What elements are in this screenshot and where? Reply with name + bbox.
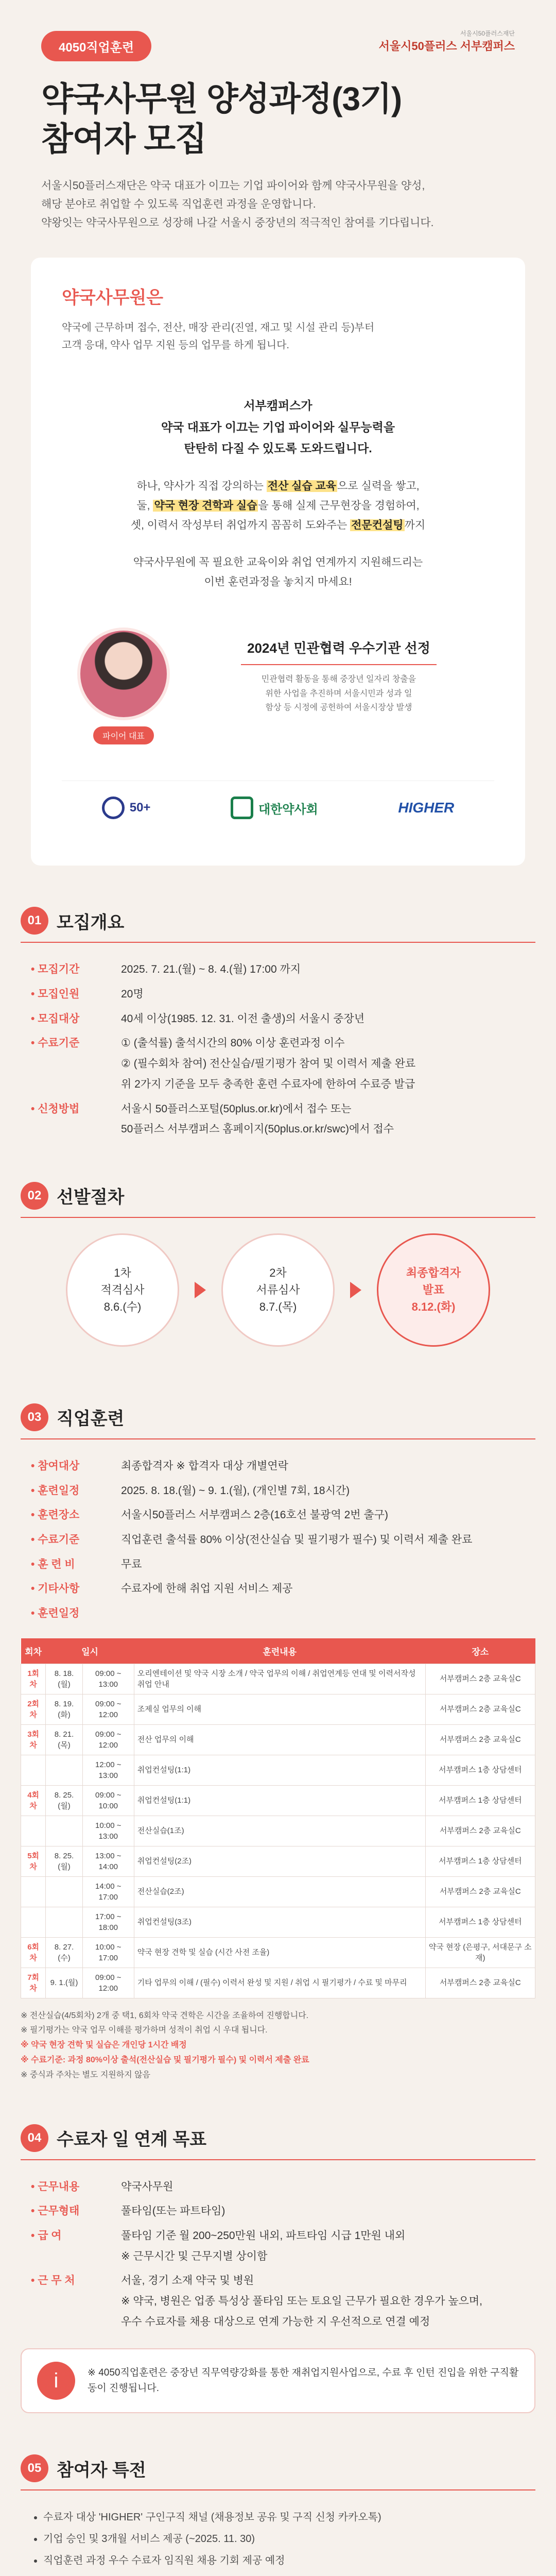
table-row [21, 1876, 535, 1907]
table-cell: 취업컨설팅(1:1) [134, 1785, 425, 1816]
table-row [21, 1816, 535, 1846]
row-value: 서울시50플러스 서부캠퍼스 2층(16호선 불광역 2번 출구) [121, 1509, 388, 1521]
table-header [21, 1638, 535, 1664]
table-cell: 09:00 ~ 13:00 [82, 1664, 134, 1694]
row-label: • 기타사항 [31, 1580, 121, 1600]
step-3: 최종합격자 발표 8.12.(화) [377, 1233, 490, 1347]
table-row [21, 1937, 535, 1968]
row-label: • 급 여 [31, 2227, 121, 2267]
section-header [21, 907, 535, 935]
table-cell: 5회차 [21, 1846, 46, 1876]
table-cell: 서부캠퍼스 1층 상담센터 [425, 1755, 535, 1785]
callout-text: ※ 4050직업훈련은 중장년 직무역량강화를 통한 재취업지원사업으로, 수료 후 인턴 진입을 위한 구직활동이 진행됩니다. [88, 2367, 519, 2394]
table-cell: 8. 18.(월) [46, 1664, 82, 1694]
pharmacist-association-logo: 대한약사회 [231, 796, 318, 819]
table-cell: 전산실습(2조) [134, 1876, 425, 1907]
arrow-right-icon [195, 1282, 206, 1298]
intro-body [62, 319, 494, 354]
hero-title [41, 79, 515, 159]
table-cell: 취업컨설팅(1:1) [134, 1755, 425, 1785]
table-row [21, 1664, 535, 1694]
info-row [31, 1555, 525, 1576]
row-value: 직업훈련 출석률 80% 이상(전산실습 및 필기평가 필수) 및 이력서 제출 완료 [121, 1533, 473, 1546]
table-cell: 09:00 ~ 12:00 [82, 1724, 134, 1755]
table-cell: 전산 업무의 이해 [134, 1724, 425, 1755]
intro-body-line: 고객 응대, 약사 업무 지원 등의 업무를 하게 됩니다. [62, 340, 289, 351]
section-header [21, 1182, 535, 1210]
table-cell [21, 1876, 46, 1907]
table-cell: 13:00 ~ 14:00 [82, 1846, 134, 1876]
award-desc: 민관협력 활동을 통해 중장년 일자리 창출을 위한 사업을 추진하며 서울시민과 성과 일 함상 등 시정에 공헌하여 서울시장상 발생 [261, 675, 416, 712]
section-title: 모집개요 [57, 912, 125, 933]
hero-desc-line: 약왕잇는 약국사무원으로 성장해 나갈 서울시 중장년의 적극적인 참여를 기다립니다. [41, 216, 434, 229]
row-value: 서울시 50플러스포털(50plus.or.kr)에서 접수 또는 50플러스 서부캠퍼스 홈페이지(50plus.or.kr/swc)에서 접수 [121, 1103, 394, 1136]
row-value: 약국사무원 [121, 2180, 173, 2193]
award-block [62, 628, 494, 744]
info-row [31, 1506, 525, 1527]
hero [0, 0, 556, 258]
instructor [72, 628, 175, 744]
section-recruitment [21, 907, 535, 1141]
hero-badge: 4050직업훈련 [41, 31, 151, 61]
section-number: 02 [21, 1182, 48, 1210]
table-cell: 4회차 [21, 1785, 46, 1816]
section-title: 참여자 특전 [57, 2460, 146, 2480]
table-cell: 2회차 [21, 1694, 46, 1724]
info-row [31, 1531, 525, 1551]
table-cell: 취업컨설팅(3조) [134, 1907, 425, 1937]
column-header: 장소 [425, 1638, 535, 1664]
info-row [31, 1580, 525, 1600]
column-header: 일시 [46, 1638, 134, 1664]
table-cell: 전산실습(1조) [134, 1816, 425, 1846]
intro-heading: 약국사무원은 [62, 288, 164, 308]
row-label: • 훈련일정 [31, 1482, 121, 1502]
table-cell: 8. 25.(월) [46, 1785, 82, 1816]
table-row [21, 1755, 535, 1785]
section-number: 05 [21, 2454, 48, 2482]
table-row [21, 1785, 535, 1816]
section-job-link [21, 2124, 535, 2414]
fifty-plus-logo: 50+ [102, 796, 151, 819]
brand-small: 서울시50플러스재단 [460, 30, 515, 37]
list-item: • 수료자 대상 'HIGHER' 구인구직 채널 (채용정보 공유 및 구직 신청 카카오톡) [43, 2508, 525, 2527]
row-value: 풀타임(또는 파트타임) [121, 2205, 225, 2217]
table-cell: 8. 27.(수) [46, 1937, 82, 1968]
info-row [31, 985, 525, 1006]
promise-line: 탄탄히 다질 수 있도록 도와드립니다. [184, 442, 372, 455]
table-cell: 9. 1.(월) [46, 1968, 82, 1998]
info-row [31, 1034, 525, 1095]
higher-logo: HIGHER [398, 800, 455, 816]
table-cell: 서부캠퍼스 2층 교육실C [425, 1724, 535, 1755]
point-two: 둘, 약국 현장 견학과 실습을 통해 실제 근무현장을 경험하여, [136, 500, 420, 512]
promise-line: 서부캠퍼스가 [244, 399, 312, 413]
row-value: 최종합격자 ※ 합격자 대상 개별연락 [121, 1460, 288, 1472]
table-cell: 1회차 [21, 1664, 46, 1694]
section-title: 직업훈련 [57, 1409, 125, 1429]
info-row [31, 2227, 525, 2267]
section-selection [21, 1182, 535, 1362]
table-cell: 6회차 [21, 1937, 46, 1968]
info-list [21, 2178, 535, 2333]
row-value: 풀타임 기준 월 200~250만원 내외, 파트타임 시급 1만원 내외 ※ 근무시간 및 근무지별 상이함 [121, 2230, 406, 2262]
table-cell: 서부캠퍼스 1층 상담센터 [425, 1907, 535, 1937]
info-row [31, 1100, 525, 1141]
table-cell: 취업컨설팅(2조) [134, 1846, 425, 1876]
table-row [21, 1968, 535, 1998]
table-row [21, 1907, 535, 1937]
row-label: • 수료기준 [31, 1034, 121, 1095]
table-cell: 약국 현장 견학 및 실습 (시간 사전 조율) [134, 1937, 425, 1968]
table-cell: 09:00 ~ 10:00 [82, 1785, 134, 1816]
table-cell [21, 1816, 46, 1846]
info-row [31, 960, 525, 981]
section-title: 수료자 일 연계 목표 [57, 2130, 207, 2150]
table-cell [46, 1816, 82, 1846]
info-row [31, 2202, 525, 2223]
section-header [21, 2124, 535, 2152]
column-header: 회차 [21, 1638, 46, 1664]
info-row [31, 1482, 525, 1502]
arrow-right-icon [350, 1282, 361, 1298]
table-cell: 10:00 ~ 17:00 [82, 1937, 134, 1968]
hero-desc-line: 서울시50플러스재단은 약국 대표가 이끄는 기업 파이어와 함께 약국사무원을 양성, [41, 180, 425, 192]
table-cell: 서부캠퍼스 2층 교육실C [425, 1664, 535, 1694]
section-header [21, 1403, 535, 1431]
intro-promise [62, 395, 494, 591]
row-value: 무료 [121, 1558, 142, 1570]
section-number: 04 [21, 2124, 48, 2152]
section-header [21, 2454, 535, 2482]
section-number: 03 [21, 1403, 48, 1431]
info-row [31, 2272, 525, 2333]
hero-desc-line: 해당 분야로 취업할 수 있도록 직업훈련 과정을 운영합니다. [41, 198, 316, 210]
table-cell: 17:00 ~ 18:00 [82, 1907, 134, 1937]
row-value [121, 1604, 525, 1623]
table-cell: 8. 19.(화) [46, 1694, 82, 1724]
benefit-list [21, 2508, 535, 2576]
table-cell: 09:00 ~ 12:00 [82, 1968, 134, 1998]
partner-logos [62, 781, 494, 835]
list-item: • 직업훈련 과정 우수 수료자 임직원 채용 기회 제공 예정 [43, 2551, 525, 2570]
row-label: • 근무형태 [31, 2202, 121, 2223]
divider [21, 2159, 535, 2160]
info-list [21, 960, 535, 1141]
avatar-name: 파이어 대표 [93, 726, 154, 744]
divider [21, 2489, 535, 2490]
table-cell: 서부캠퍼스 2층 교육실C [425, 1876, 535, 1907]
info-list [21, 1457, 535, 1623]
schedule-notes: ※ 전산실습(4/5회차) 2개 중 택1, 6회차 약국 견학은 시간을 조율하여 진행합니다. ※ 필기평가는 약국 업무 이해를 평가하며 성적이 취업 시 우대 됩니다. ※ 약국 현장 견학 및 실습은 개인당 1시간 배정 ※ 수료기준: 과정 80%이상 출석(전산실습 및 필기평가 필수) 및 이력서 제출 완료 ※ 중식과 주차는 별도 지원하지 않음 [21, 2011, 309, 2079]
table-cell: 서부캠퍼스 2층 교육실C [425, 1816, 535, 1846]
closing-line: 약국사무원에 꼭 필요한 교육이와 취업 연계까지 지원해드리는 [133, 556, 423, 568]
table-cell: 서부캠퍼스 2층 교육실C [425, 1694, 535, 1724]
info-row [31, 1604, 525, 1623]
table-cell [46, 1907, 82, 1937]
row-label: • 모집대상 [31, 1010, 121, 1030]
closing-line: 이번 훈련과정을 놓치지 마세요! [204, 575, 352, 588]
row-value: 2025. 7. 21.(월) ~ 8. 4.(월) 17:00 까지 [121, 963, 301, 976]
brand-logo [379, 29, 515, 54]
hero-title-line2: 참여자 모집 [41, 121, 206, 158]
table-cell [46, 1755, 82, 1785]
row-label: • 모집기간 [31, 960, 121, 981]
step-1: 1차 적격심사 8.6.(수) [66, 1233, 179, 1347]
table-cell: 기타 업무의 이해 / (필수) 이력서 완성 및 지원 / 취업 시 필기평가 / 수료 및 마무리 [134, 1968, 425, 1998]
row-label: • 훈련장소 [31, 1506, 121, 1527]
intro-card [31, 258, 525, 866]
table-cell: 서부캠퍼스 1층 상담센터 [425, 1846, 535, 1876]
row-label: • 참여대상 [31, 1457, 121, 1478]
table-cell [21, 1907, 46, 1937]
award-title: 2024년 민관협력 우수기관 선정 [247, 640, 430, 656]
row-label: • 신청방법 [31, 1100, 121, 1141]
selection-steps [21, 1218, 535, 1362]
info-row [31, 2178, 525, 2198]
row-value: 20명 [121, 988, 144, 1001]
list-item [43, 2573, 525, 2576]
info-icon: i [37, 2362, 75, 2400]
table-cell: 서부캠퍼스 2층 교육실C [425, 1968, 535, 1998]
divider [241, 664, 437, 665]
table-row [21, 1846, 535, 1876]
table-cell: 12:00 ~ 13:00 [82, 1755, 134, 1785]
row-label: • 근무내용 [31, 2178, 121, 2198]
table-cell: 서부캠퍼스 1층 상담센터 [425, 1785, 535, 1816]
table-cell: 09:00 ~ 12:00 [82, 1694, 134, 1724]
table-cell: 3회차 [21, 1724, 46, 1755]
info-row [31, 1457, 525, 1478]
table-cell [21, 1755, 46, 1785]
step-2: 2차 서류심사 8.7.(목) [221, 1233, 335, 1347]
row-value: ① (출석률) 출석시간의 80% 이상 훈련과정 이수 ② (필수회차 참여) 전산실습/필기평가 참여 및 이력서 제출 완료 위 2가지 기준을 모두 충족한 훈련 수료자에 한하여 수료증 발급 [121, 1037, 416, 1090]
section-number: 01 [21, 907, 48, 935]
table-cell: 조제실 업무의 이해 [134, 1694, 425, 1724]
row-label: • 훈련일정 [31, 1604, 121, 1623]
section-benefits [21, 2454, 535, 2576]
section-training [21, 1403, 535, 2083]
table-cell: 10:00 ~ 13:00 [82, 1816, 134, 1846]
row-value: 2025. 8. 18.(월) ~ 9. 1.(월), (개인별 7회, 18시간) [121, 1484, 350, 1497]
table-cell: 오리엔테이션 및 약국 시장 소개 / 약국 업무의 이해 / 취업연계등 연대 및 이력서작성 취업 안내 [134, 1664, 425, 1694]
divider [21, 942, 535, 943]
row-label: • 모집인원 [31, 985, 121, 1006]
table-row [21, 1724, 535, 1755]
table-cell: 8. 21.(목) [46, 1724, 82, 1755]
row-value: 서울, 경기 소재 약국 및 병원 ※ 약국, 병원은 업종 특성상 풀타임 또는 토요일 근무가 필요한 경우가 높으며, 우수 수료자를 채용 대상으로 연계 가능한 지 우선적으로 연결 예정 [121, 2275, 483, 2328]
avatar [77, 628, 170, 720]
column-header: 훈련내용 [134, 1638, 425, 1664]
list-item: • 기업 승인 및 3개월 서비스 제공 (~2025. 11. 30) [43, 2530, 525, 2548]
hero-title-line1: 약국사무원 양성과정(3기) [41, 80, 402, 117]
row-label: • 훈 련 비 [31, 1555, 121, 1576]
schedule-table [21, 1638, 535, 1998]
table-cell: 7회차 [21, 1968, 46, 1998]
award-text [194, 628, 484, 715]
table-cell [46, 1876, 82, 1907]
table-cell: 14:00 ~ 17:00 [82, 1876, 134, 1907]
brand-name: 서울시50플러스 서부캠퍼스 [378, 40, 515, 53]
table-row [21, 1694, 535, 1724]
intro-body-line: 약국에 근무하며 접수, 전산, 매장 관리(진열, 재고 및 시설 관리 등)부터 [62, 322, 375, 334]
promise-line: 약국 대표가 이끄는 기업 파이어와 실무능력을 [161, 420, 395, 434]
row-label: • 수료기준 [31, 1531, 121, 1551]
section-title: 선발절차 [57, 1188, 125, 1208]
table-cell: 약국 현장 (은평구, 서대문구 소재) [425, 1937, 535, 1968]
divider [21, 1438, 535, 1439]
info-row [31, 1010, 525, 1030]
table-cell: 8. 25.(월) [46, 1846, 82, 1876]
row-label: • 근 무 처 [31, 2272, 121, 2333]
row-value: 40세 이상(1985. 12. 31. 이전 출생)의 서울시 중장년 [121, 1012, 365, 1025]
point-one: 하나, 약사가 직접 강의하는 전산 실습 교육으로 실력을 쌓고, [136, 480, 420, 493]
point-three: 셋, 이력서 작성부터 취업까지 꼼꼼히 도와주는 전문컨설팅까지 [130, 519, 426, 531]
job-callout [21, 2348, 535, 2413]
hero-description [41, 177, 515, 232]
row-value: 수료자에 한해 취업 지원 서비스 제공 [121, 1583, 293, 1595]
